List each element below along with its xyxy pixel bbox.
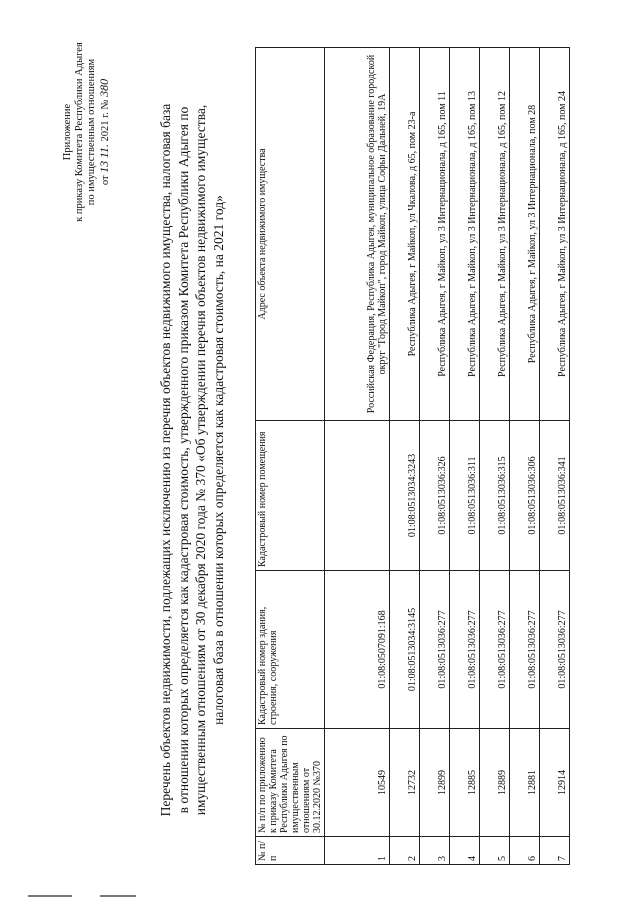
cell-room-cadastral: 01:08:0513036:306 <box>510 421 540 571</box>
appendix-heading: Приложение <box>62 103 73 161</box>
cell-row-number: 4 <box>450 837 480 865</box>
cell-address: Республика Адыгея, г Майкоп, ул 3 Интернационала, д 165, пом 11 <box>420 48 450 421</box>
appendix-committee: по имущественным отношениям <box>86 58 97 206</box>
appendix-block <box>62 27 112 237</box>
cell-room-cadastral: 01:08:0513036:341 <box>540 421 570 571</box>
cell-row-number: 5 <box>480 837 510 865</box>
header-room-cadastral: Кадастровый номер помещения <box>256 421 325 571</box>
header-order-ref: № п/п по приложению к приказу Комитета Республики Адыгея по имущественным отношениям от 30.12.2020 №370 <box>256 729 325 837</box>
cell-building-cadastral: 01:08:0513036:277 <box>540 571 570 729</box>
order-number: 380 <box>97 78 111 97</box>
date-month: 11. <box>97 144 111 159</box>
cell-row-number: 2 <box>390 837 420 865</box>
cell-building-cadastral: 01:08:0513036:277 <box>420 571 450 729</box>
cell-address: Российская Федерация, Республика Адыгея, муниципальное образование городской округ "Город Майкоп", город Майкоп, улица Софьи Дальней, 19А <box>325 48 390 421</box>
cell-order-ref: 12885 <box>450 729 480 837</box>
date-day: 13 <box>97 160 111 173</box>
cell-building-cadastral: 01:08:0513036:277 <box>450 571 480 729</box>
cell-building-cadastral: 01:08:0507091:168 <box>325 571 390 729</box>
cell-room-cadastral: 01:08:0513036:326 <box>420 421 450 571</box>
cell-room-cadastral: 01:08:0513036:311 <box>450 421 480 571</box>
table-row <box>420 48 450 865</box>
header-building-cadastral: Кадастровый номер здания, строения, сооружения <box>256 571 325 729</box>
cell-row-number: 3 <box>420 837 450 865</box>
cell-building-cadastral: 01:08:0513034:3145 <box>390 571 420 729</box>
document-title: Перечень объектов недвижимости, подлежащих исключению из перечня объектов недвижимого имущества, налоговая база в отношении которых определяется как кадастровая стоимость, утвержденного приказом Комитета Республики Адыгея по имущественным отношениям от 30 декабря 2020 года № 370 «Об утверждении перечня объектов недвижимого имущества, налоговая база в отношении которых определяется как кадастровая стоимость, на 2021 год» <box>158 103 226 817</box>
cell-order-ref: 12889 <box>480 729 510 837</box>
cell-address: Республика Адыгея, г Майкоп, ул 3 Интернационала, д 165, пом 24 <box>540 48 570 421</box>
cell-order-ref: 12881 <box>510 729 540 837</box>
cell-room-cadastral: 01:08:0513036:315 <box>480 421 510 571</box>
cell-address: Республика Адыгея, г Майкоп, ул 3 Интернационала, д 165, пом 12 <box>480 48 510 421</box>
cell-row-number: 6 <box>510 837 540 865</box>
scan-edge-mark <box>28 895 72 897</box>
table-row <box>390 48 420 865</box>
cell-row-number: 7 <box>540 837 570 865</box>
cell-order-ref: 10549 <box>325 729 390 837</box>
cell-address: Республика Адыгея, г Майкоп, ул Чкалова, д 65, пом 23-а <box>390 48 420 421</box>
date-prefix: от <box>100 175 111 186</box>
scan-edge-mark <box>100 895 136 897</box>
table-row <box>540 48 570 865</box>
appendix-date-line <box>98 27 112 237</box>
table-row <box>450 48 480 865</box>
appendix-order-ref: к приказу Комитета Республики Адыгея <box>74 42 85 222</box>
table-row <box>510 48 540 865</box>
cell-room-cadastral: 01:08:0513034:3243 <box>390 421 420 571</box>
table-row <box>325 48 390 865</box>
cell-building-cadastral: 01:08:0513036:277 <box>510 571 540 729</box>
cell-order-ref: 12732 <box>390 729 420 837</box>
table-header-row <box>256 48 325 865</box>
cell-room-cadastral <box>325 421 390 571</box>
cell-order-ref: 12914 <box>540 729 570 837</box>
property-table <box>255 47 570 865</box>
cell-row-number: 1 <box>325 837 390 865</box>
table-row <box>480 48 510 865</box>
cell-address: Республика Адыгея, г Майкоп, ул 3 Интернационала, д 165, пом 13 <box>450 48 480 421</box>
cell-order-ref: 12899 <box>420 729 450 837</box>
date-year: 2021 г. № <box>100 99 111 142</box>
cell-building-cadastral: 01:08:0513036:277 <box>480 571 510 729</box>
header-address: Адрес объекта недвижимого имущества <box>256 48 325 421</box>
cell-address: Республика Адыгея, г Майкоп, ул 3 Интернационала, пом 28 <box>510 48 540 421</box>
header-row-number: № п/п <box>256 837 325 865</box>
